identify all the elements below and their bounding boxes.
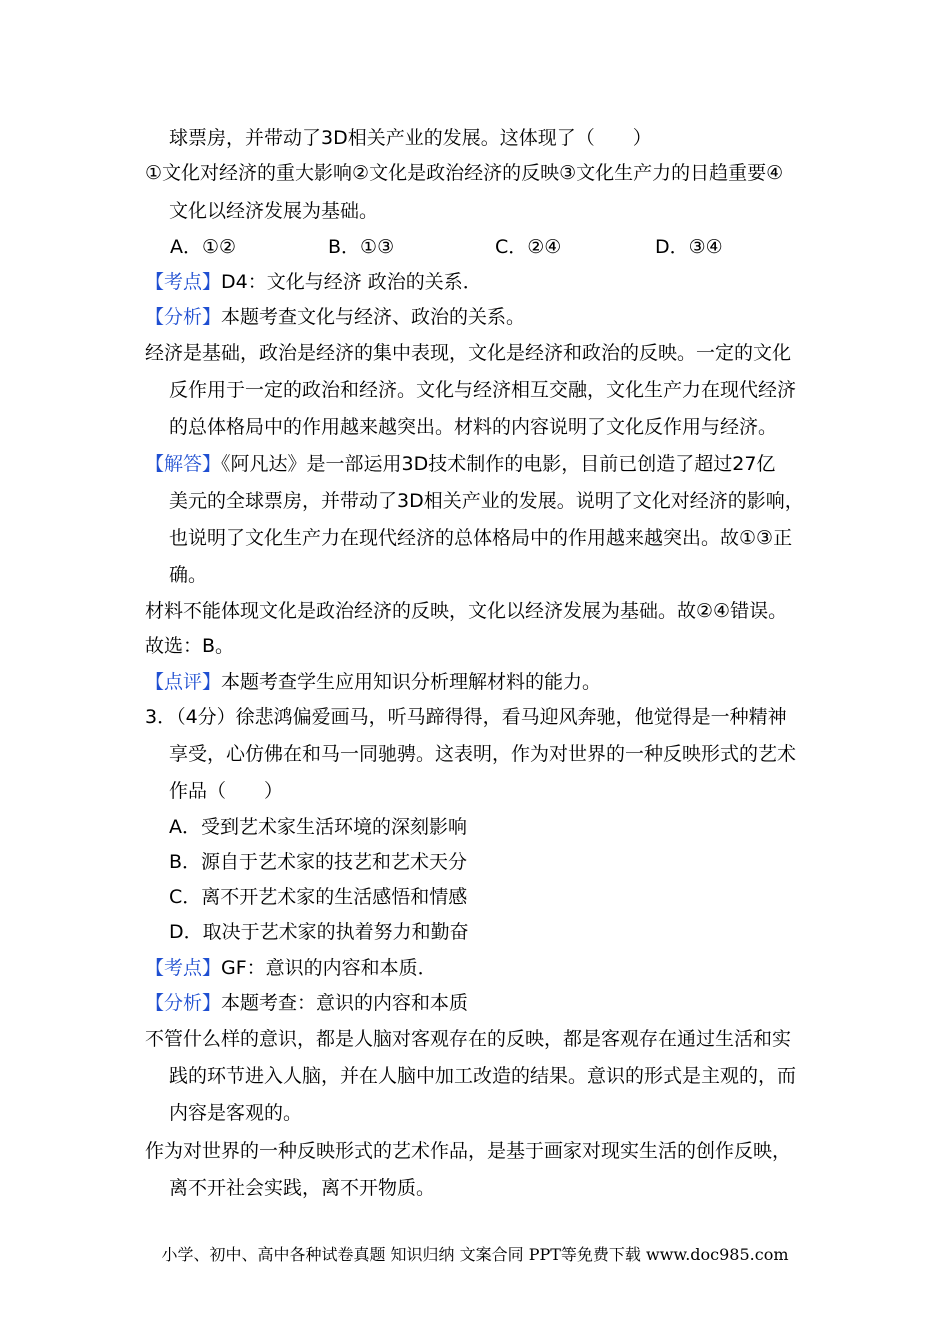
dianping-tag: 【点评】	[145, 671, 222, 693]
q2-jieda	[145, 450, 825, 478]
kaodian-text: D4：文化与经济 政治的关系．	[221, 271, 482, 293]
kaodian-tag: 【考点】	[145, 271, 222, 293]
q2-jieda-line-2: 美元的全球票房，并带动了3D相关产业的发展。说明了文化对经济的影响，	[169, 490, 804, 512]
q2-answer: 故选：B。	[145, 635, 235, 657]
fenxi-text: 本题考查：意识的内容和本质	[221, 992, 469, 1014]
q2-jieda-line-4: 确。	[169, 564, 208, 586]
q2-conclusion: 材料不能体现文化是政治经济的反映，文化以经济发展为基础。故②④错误。	[145, 600, 788, 622]
q3-stem-line-2: 享受，心仿佛在和马一同驰骋。这表明，作为对世界的一种反映形式的艺术	[169, 743, 797, 765]
q2-fenxi	[145, 303, 825, 331]
q3-analysis-line-3: 内容是客观的。	[169, 1102, 303, 1124]
q3-option-a: A．受到艺术家生活环境的深刻影响	[169, 816, 467, 838]
kaodian-text: GF：意识的内容和本质．	[221, 957, 437, 979]
jieda-text-line-1: 《阿凡达》是一部运用3D技术制作的电影，目前已创造了超过27亿	[221, 453, 776, 475]
q2-items-line-2: 文化以经济发展为基础。	[169, 200, 379, 222]
q3-stem-line-3: 作品（ ）	[169, 780, 284, 802]
q3-option-d: D．取决于艺术家的执着努力和勤奋	[169, 921, 469, 943]
q3-analysis-line-5: 离不开社会实践，离不开物质。	[169, 1177, 436, 1199]
q3-kaodian	[145, 954, 825, 982]
q3-fenxi	[145, 989, 825, 1017]
jieda-tag: 【解答】	[145, 453, 222, 475]
q2-option-a: A．①②	[170, 236, 237, 258]
fenxi-tag: 【分析】	[145, 992, 222, 1014]
q3-stem-line-1: 3．（4分）徐悲鸿偏爱画马，听马蹄得得，看马迎风奔驰，他觉得是一种精神	[145, 706, 787, 728]
fenxi-tag: 【分析】	[145, 306, 222, 328]
q2-kaodian	[145, 268, 825, 296]
page-footer: 小学、初中、高中各种试卷真题 知识归纳 文案合同 PPT等免费下载 www.doc985.com	[161, 1245, 789, 1264]
q2-option-c: C．②④	[495, 236, 562, 258]
fenxi-text: 本题考查文化与经济、政治的关系。	[221, 306, 526, 328]
kaodian-tag: 【考点】	[145, 957, 222, 979]
q2-option-b: B．①③	[328, 236, 395, 258]
q3-option-c: C．离不开艺术家的生活感悟和情感	[169, 886, 468, 908]
q2-dianping	[145, 668, 825, 696]
q2-items-line-1: ①文化对经济的重大影响②文化是政治经济的反映③文化生产力的日趋重要④	[145, 162, 784, 184]
q2-jieda-line-3: 也说明了文化生产力在现代经济的总体格局中的作用越来越突出。故①③正	[169, 527, 793, 549]
q3-analysis-line-4: 作为对世界的一种反映形式的艺术作品，是基于画家对现实生活的创作反映，	[145, 1140, 792, 1162]
q3-analysis-line-2: 践的环节进入人脑，并在人脑中加工改造的结果。意识的形式是主观的，而	[169, 1065, 797, 1087]
q2-stem-continuation: 球票房，并带动了3D相关产业的发展。这体现了（ ）	[169, 127, 652, 149]
q2-analysis-line-1: 经济是基础，政治是经济的集中表现，文化是经济和政治的反映。一定的文化	[145, 342, 792, 364]
q3-option-b: B．源自于艺术家的技艺和艺术天分	[169, 851, 468, 873]
q2-analysis-line-3: 的总体格局中的作用越来越突出。材料的内容说明了文化反作用与经济。	[169, 416, 778, 438]
q3-analysis-line-1: 不管什么样的意识，都是人脑对客观存在的反映，都是客观存在通过生活和实	[145, 1028, 792, 1050]
q2-option-d: D．③④	[655, 236, 723, 258]
dianping-text: 本题考查学生应用知识分析理解材料的能力。	[221, 671, 602, 693]
q2-analysis-line-2: 反作用于一定的政治和经济。文化与经济相互交融，文化生产力在现代经济	[169, 379, 797, 401]
